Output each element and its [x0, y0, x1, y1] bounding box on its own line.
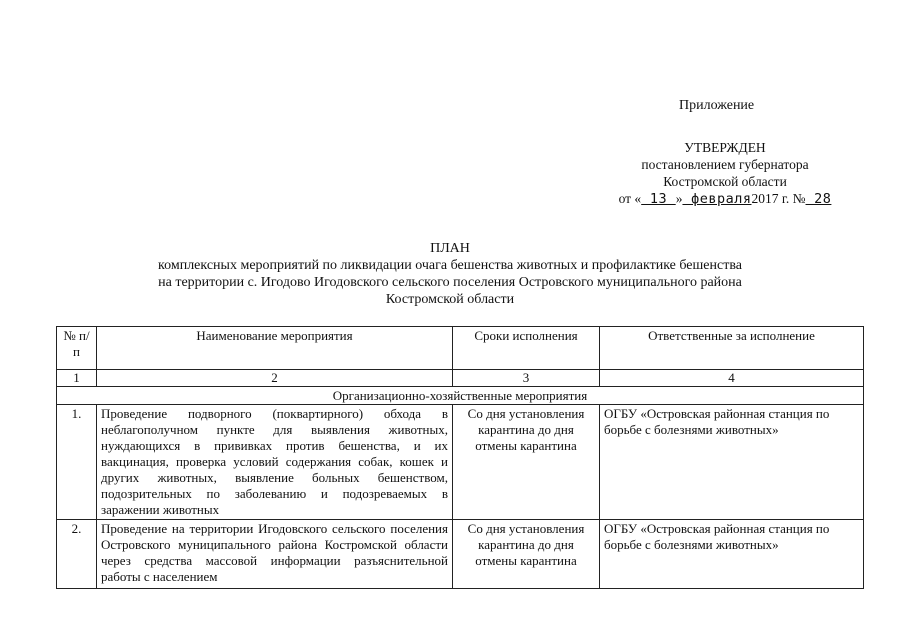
date-month: февраля [682, 191, 752, 207]
column-number-row [57, 370, 864, 387]
row-number: 1. [57, 405, 97, 520]
approved-label: УТВЕРЖДЕН [684, 140, 766, 155]
date-mid: » [675, 191, 683, 206]
row-responsible: ОГБУ «Островская районная станция по борьбе с болезнями животных» [600, 520, 864, 589]
row-term: Со дня установления карантина до дня отмены карантина [453, 520, 600, 589]
section-title: Организационно-хозяйственные мероприятия [57, 387, 864, 405]
header-number: № п/п [57, 327, 97, 370]
date-day: 13 [641, 191, 676, 207]
appendix-label: Приложение [679, 98, 755, 113]
table-row [57, 405, 864, 520]
row-name: Проведение на территории Игодовского сельского поселения Островского муниципального района Костромской области через средства массовой информации разъяснительной работы с населением [97, 520, 453, 589]
approved-by: постановлением губернатора [641, 157, 809, 172]
approved-region: Костромской области [663, 174, 787, 189]
row-responsible: ОГБУ «Островская районная станция по борьбе с болезнями животных» [600, 405, 864, 520]
plan-subtitle-3: Костромской области [385, 292, 515, 307]
row-term: Со дня установления карантина до дня отмены карантина [453, 405, 600, 520]
col-number: 1 [57, 370, 97, 387]
plan-subtitle-1: комплексных мероприятий по ликвидации очага бешенства животных и профилактике бешенства [158, 258, 742, 273]
date-year: 2017 г. № [751, 191, 806, 206]
row-name: Проведение подворного (поквартирного) обхода в неблагополучном пункте для выявления животных, нуждающихся в прививках против бешенства, и их вакцинация, проверка условий содержания собак, кошек и других животных, выявление больных бешенством, подозрительных по заболеванию и подозреваемых в заражении животных [97, 405, 453, 520]
col-number: 4 [600, 370, 864, 387]
plan-subtitle-2: на территории с. Игодово Игодовского сельского поселения Островского муниципального района [158, 275, 742, 290]
col-number: 3 [453, 370, 600, 387]
col-number: 2 [97, 370, 453, 387]
header-responsible: Ответственные за исполнение [600, 327, 864, 370]
header-name: Наименование мероприятия [97, 327, 453, 370]
table-header-row [57, 327, 864, 370]
plan-title [120, 240, 780, 308]
section-row [57, 387, 864, 405]
date-prefix: от « [618, 191, 642, 206]
decree-number: 28 [805, 191, 832, 207]
plan-heading: ПЛАН [430, 241, 470, 256]
table-row [57, 520, 864, 589]
approval-block [560, 139, 890, 208]
plan-table [56, 326, 864, 589]
row-number: 2. [57, 520, 97, 589]
header-term: Сроки исполнения [453, 327, 600, 370]
approval-date-line [560, 190, 890, 208]
